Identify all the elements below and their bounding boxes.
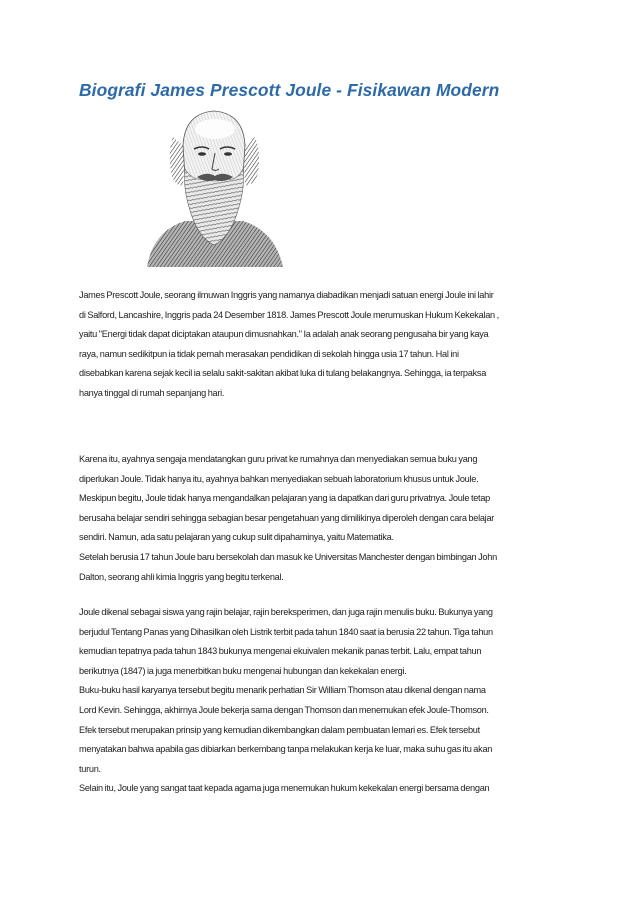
text-line: berjudul Tentang Panas yang Dihasilkan oleh Listrik terbit pada tahun 1840 saat ia berusia 22 tahun. Tiga tahun [79,626,493,637]
paragraph-2 [79,450,559,587]
text-line: berusaha belajar sendiri sehingga sebagian besar pengetahuan yang dimilikinya diperoleh dengan cara belajar [79,512,495,523]
portrait-image [139,103,289,267]
text-line: disebabkan karena sejak kecil ia selalu sakit-sakitan akibat luka di tulang belakangnya. Sehingga, ia terpaksa [79,368,487,379]
text-line: yaitu "Energi tidak dapat diciptakan ataupun dimusnahkan." Ia adalah anak seorang pengusaha bir yang kaya [79,329,489,340]
text-line: Meskipun begitu, Joule tidak hanya mengandalkan pelajaran yang ia dapatkan dari guru privatnya. Joule tetap [79,493,490,504]
paragraph-3 [79,603,559,799]
text-line: James Prescott Joule, seorang ilmuwan Inggris yang namanya diabadikan menjadi satuan energi Joule ini lahir [79,290,494,300]
text-line: kemudian tepatnya pada tahun 1843 bukunya mengenai ekuivalen mekanik panas terbit. Lalu, empat tahun [79,646,482,657]
text-line: Lord Kevin. Sehingga, akhirnya Joule bekerja sama dengan Thomson dan menemukan efek Joule-Thomson. [79,704,489,715]
text-line: Karena itu, ayahnya sengaja mendatangkan guru privat ke rumahnya dan menyediakan semua buku yang [79,454,478,464]
text-line: Joule dikenal sebagai siswa yang rajin belajar, rajin bereksperimen, dan juga rajin menulis buku. Bukunya yang [79,607,493,617]
document-title: Biografi James Prescott Joule - Fisikawan Modern [79,80,500,100]
text-line: Buku-buku hasil karyanya tersebut begitu menarik perhatian Sir William Thomson atau dikenal dengan nama [79,685,486,696]
text-line: Dalton, seorang ahli kimia Inggris yang begitu terkenal. [79,571,284,582]
text-line: diperlukan Joule. Tidak hanya itu, ayahnya bahkan menyediakan sebuah laboratorium khusus untuk Joule. [79,473,479,484]
paragraph-1 [79,286,559,404]
text-line: di Salford, Lancashire, Inggris pada 24 Desember 1818. James Prescott Joule merumuskan Hukum Kekekalan , [79,309,499,320]
text-line: menyatakan bahwa apabila gas dibiarkan berkembang tanpa melakukan kerja ke luar, maka suhu gas itu akan [79,744,493,755]
text-line: Efek tersebut merupakan prinsip yang kemudian dikembangkan dalam pembuatan lemari es. Efek tersebut [79,724,480,735]
text-line: raya, namun sedikitpun ia tidak pernah merasakan pendidikan di sekolah hingga usia 17 tahun. Hal ini [79,348,459,359]
text-line: Setelah berusia 17 tahun Joule baru bersekolah dan masuk ke Universitas Manchester dengan bimbingan John [79,551,497,562]
text-line: sendiri. Namun, ada satu pelajaran yang cukup sulit dipahaminya, yaitu Matematika. [79,532,394,543]
text-line: hanya tinggal di rumah sepanjang hari. [79,387,225,398]
text-line: turun. [79,763,101,774]
text-line: berikutnya (1847) ia juga menerbitkan buku mengenai hubungan dan kekekalan energi. [79,665,407,676]
text-line: Selain itu, Joule yang sangat taat kepada agama juga menemukan hukum kekekalan energi bersama dengan [79,783,490,794]
